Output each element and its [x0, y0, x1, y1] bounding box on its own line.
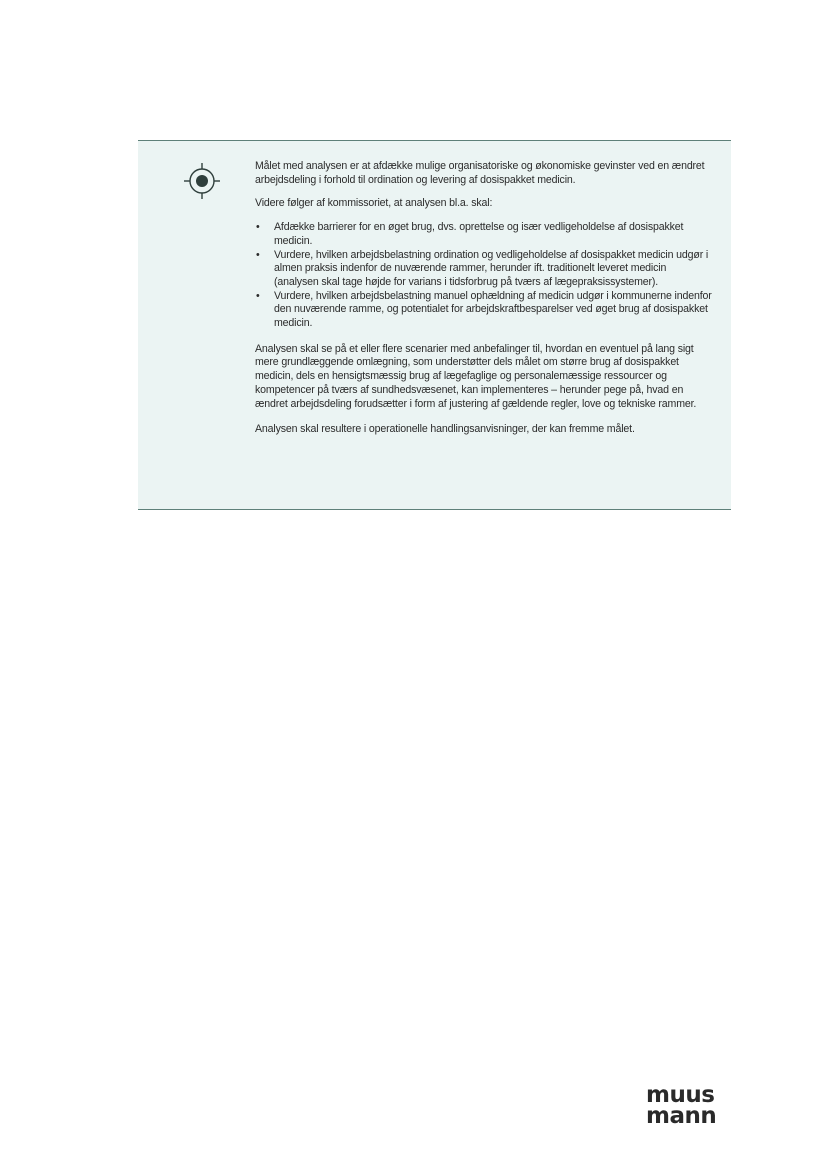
muusmann-logo	[646, 1082, 717, 1129]
list-item	[255, 290, 713, 331]
intro-paragraph: Målet med analysen er at afdække mulige organisatoriske og økonomiske gevinster ved en ændret arbejdsdeling i forhold til ordination og levering af dosispakket medicin.	[255, 160, 705, 186]
list-item-text: Vurdere, hvilken arbejdsbelastning manuel ophældning af medicin udgør i kommunerne indenfor den nuværende ramme, og potentialet for arbejdskraftbesparelser ved øget brug af dosispakket medicin.	[274, 289, 712, 330]
logo-line-1: muus	[646, 1082, 715, 1108]
info-box	[138, 140, 731, 510]
lead-paragraph: Videre følger af kommissoriet, at analysen bl.a. skal:	[255, 197, 493, 210]
logo-line-2: mann	[646, 1103, 717, 1129]
closing-paragraph: Analysen skal resultere i operationelle handlingsanvisninger, der kan fremme målet.	[255, 423, 635, 436]
scenario-paragraph: Analysen skal se på et eller flere scenarier med anbefalinger til, hvordan en eventuel på lang sigt mere grundlæggende omlægning, som understøtter dels målet om større brug af dosispakket medicin, dels en hensigtsmæssig brug af lægefaglige og personalemæssige ressourcer og kompetencer på tværs af sundhedsvæsenet, kan implementeres – herunder pege på, hvad en ændret arbejdsdeling forudsætter i form af justering af gældende regler, love og tekniske rammer.	[255, 342, 697, 410]
bullet-icon: •	[256, 221, 260, 234]
bullet-icon: •	[256, 248, 260, 261]
bullet-list	[255, 221, 713, 331]
box-content	[255, 160, 713, 449]
list-item-text: Vurdere, hvilken arbejdsbelastning ordination og vedligeholdelse af dosispakket medicin udgør i almen praksis indenfor de nuværende rammer, herunder ift. traditionelt leveret medicin (analysen skal tage højde for varians i tidsforbrug på tværs af lægepraksissystemer).	[274, 248, 709, 288]
list-item-text: Afdække barrierer for en øget brug, dvs. oprettelse og især vedligeholdelse af dosispakket medicin.	[274, 221, 684, 247]
bullet-icon: •	[256, 289, 260, 302]
target-icon	[182, 161, 222, 201]
list-item	[255, 249, 713, 290]
list-item	[255, 221, 713, 248]
